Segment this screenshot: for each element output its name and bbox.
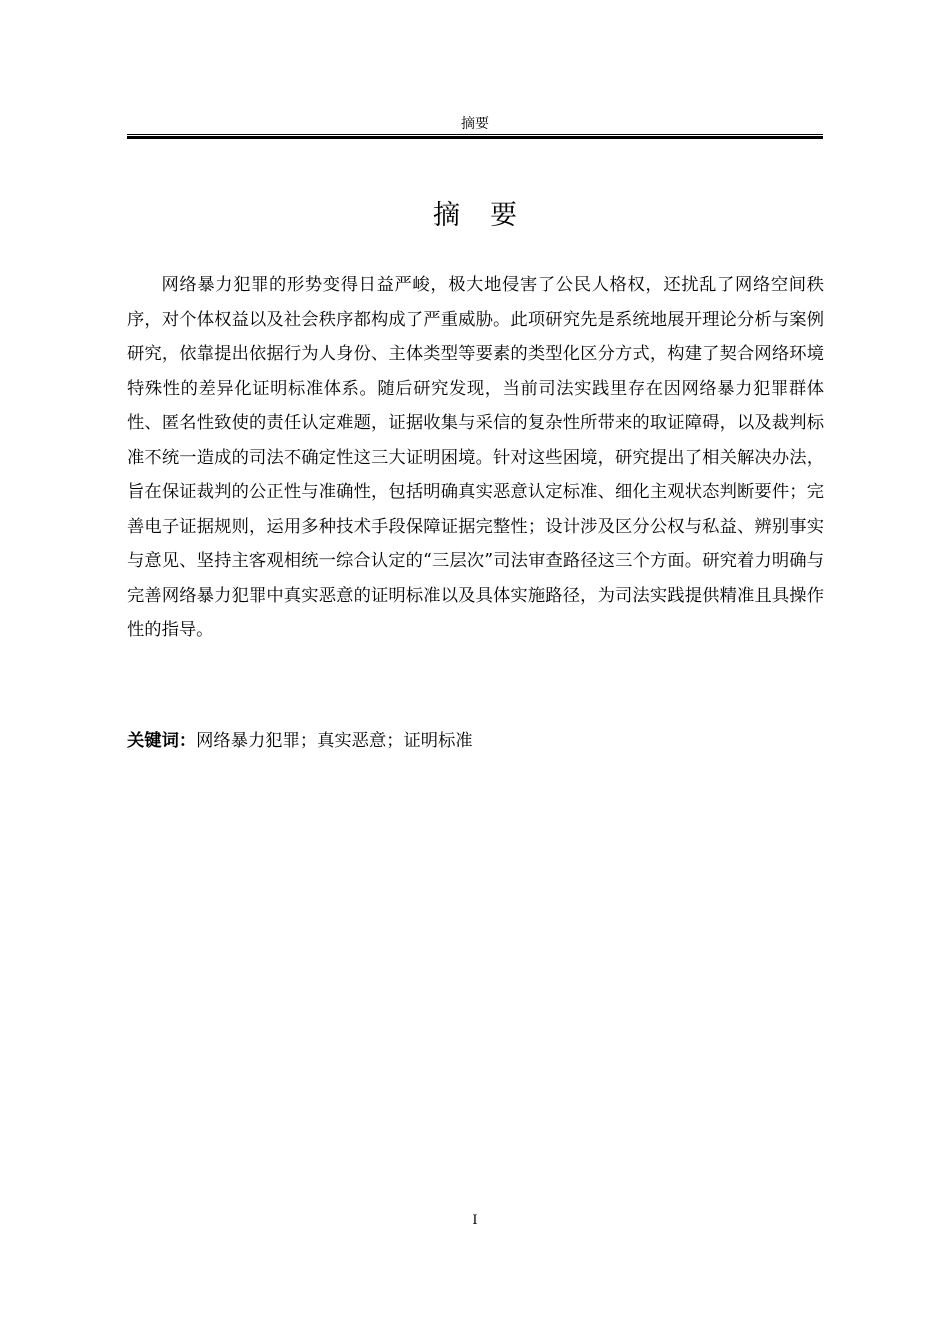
keywords-value: 网络暴力犯罪；真实恶意；证明标准 xyxy=(196,731,473,751)
header-rule-thin xyxy=(127,134,823,135)
page-title: 摘要 xyxy=(433,200,547,231)
page-number: I xyxy=(472,1213,478,1228)
running-header: 摘要 xyxy=(461,116,489,132)
keywords-label: 关键词： xyxy=(127,731,197,751)
header-rule-thick xyxy=(127,136,823,139)
keywords-line xyxy=(127,724,824,758)
abstract-paragraph: 网络暴力犯罪的形势变得日益严峻，极大地侵害了公民人格权，还扰乱了网络空间秩序，对个体权益以及社会秩序都构成了严重威胁。此项研究先是系统地展开理论分析与案例研究，依靠提出依据行为人身份、主体类型等要素的类型化区分方式，构建了契合网络环境特殊性的差异化证明标准体系。随后研究发现，当前司法实践里存在因网络暴力犯罪群体性、匿名性致使的责任认定难题，证据收集与采信的复杂性所带来的取证障碍，以及裁判标准不统一造成的司法不确定性这三大证明困境。针对这些困境，研究提出了相关解决办法，旨在保证裁判的公正性与准确性，包括明确真实恶意认定标准、细化主观状态判断要件；完善电子证据规则，运用多种技术手段保障证据完整性；设计涉及区分公权与私益、辨别事实与意见、坚持主客观相统一综合认定的“三层次”司法审查路径这三个方面。研究着力明确与完善网络暴力犯罪中真实恶意的证明标准以及具体实施路径，为司法实践提供精准且具操作性的指导。 xyxy=(127,275,824,640)
